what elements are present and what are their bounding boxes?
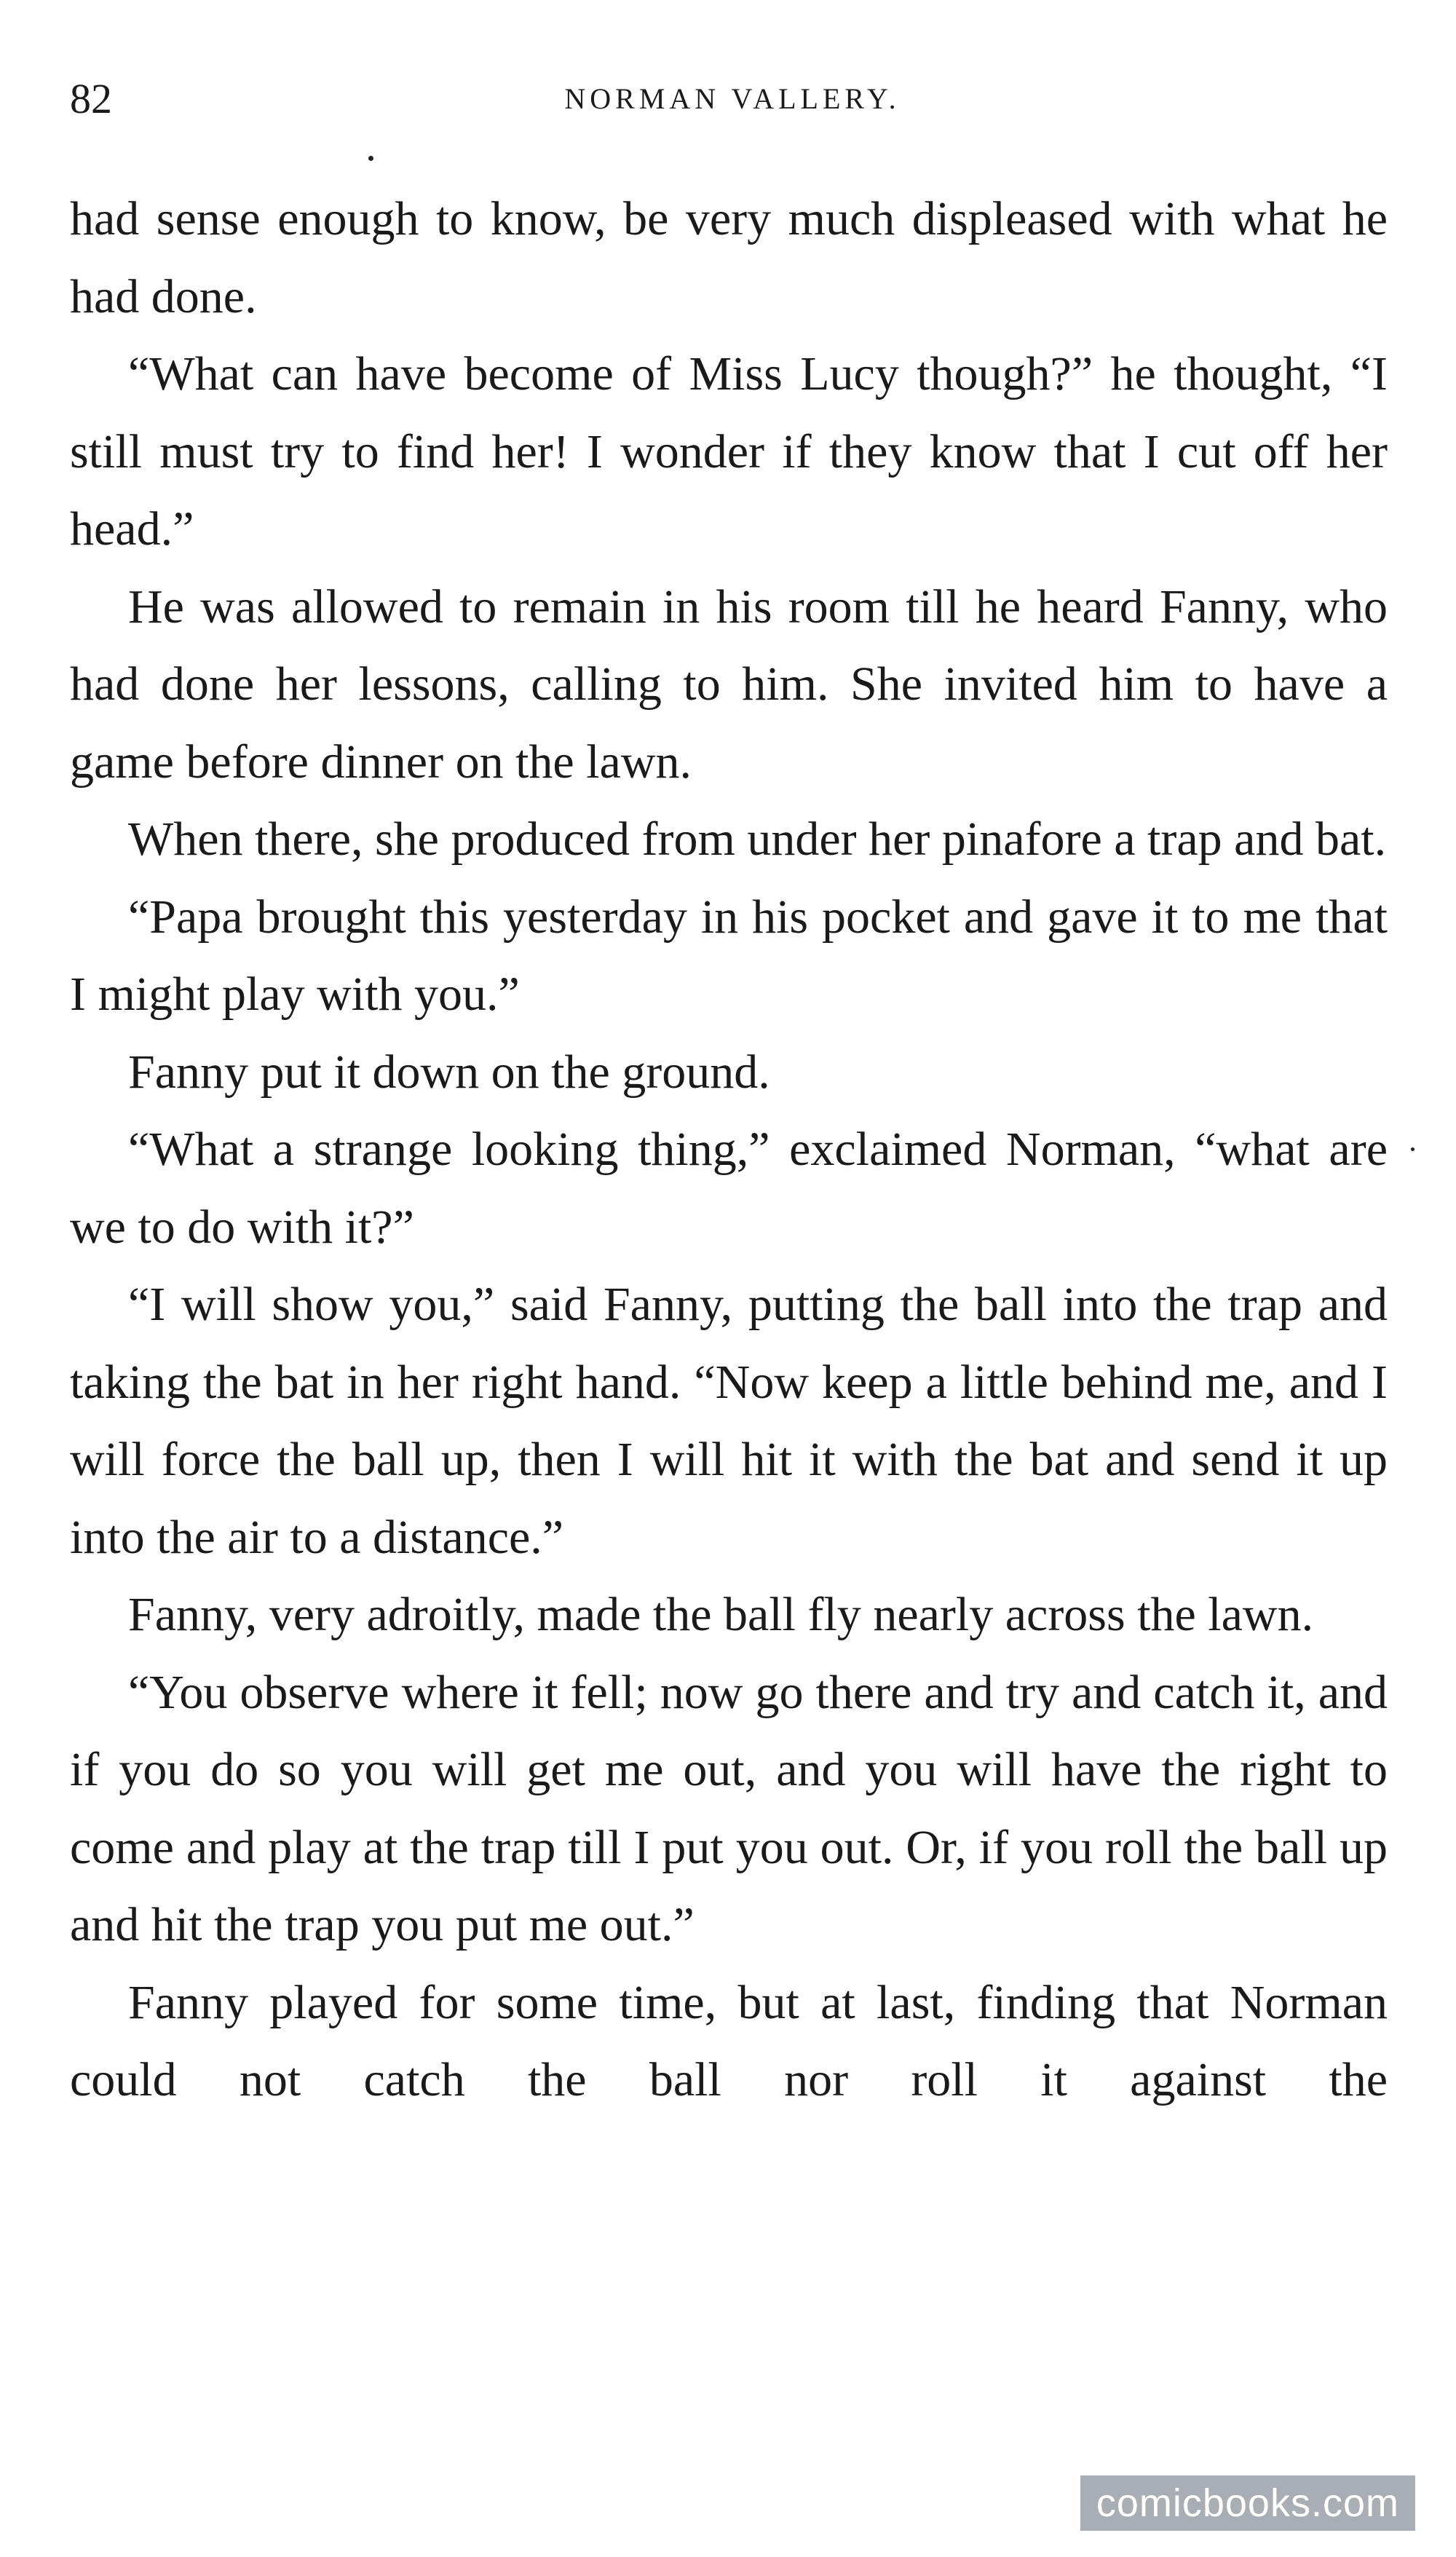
- paragraph: “Papa brought this yesterday in his pocket and gave it to me that I might play with you.”: [70, 890, 1388, 1021]
- paragraph: “What can have become of Miss Lucy though?” he thought, “I still must try to find her! I wonder if they know that I cut off her head.”: [70, 347, 1388, 556]
- print-speck: [368, 156, 373, 161]
- page-header: [70, 70, 1395, 128]
- running-title: NORMAN VALLERY.: [564, 82, 901, 115]
- paragraph: Fanny, very adroitly, made the ball fly nearly across the lawn.: [128, 1588, 1314, 1641]
- paragraph: When there, she produced from under her pinafore a trap and bat.: [128, 813, 1387, 866]
- paragraph: “What a strange looking thing,” exclaimed Norman, “what are we to do with it?”: [70, 1123, 1388, 1254]
- paragraph: He was allowed to remain in his room till he heard Fanny, who had done her lessons, calling to him. She invited him to have a game before dinner on the lawn.: [70, 580, 1388, 789]
- watermark-logo: comicbooks.com: [1080, 2475, 1415, 2531]
- paragraph: “I will show you,” said Fanny, putting the ball into the trap and taking the bat in her right hand. “Now keep a little behind me, and I will force the ball up, then I will hit it with the bat and send it up into the air to a distance.”: [70, 1278, 1388, 1564]
- body-text: [70, 181, 1388, 2119]
- paragraph: “You observe where it fell; now go there and try and catch it, and if you do so you will get me out, and you will have the right to come and play at the trap till I put you out. Or, if you roll the ball up and hit the trap you put me out.”: [70, 1665, 1388, 1951]
- paragraph: Fanny played for some time, but at last, finding that Norman could not catch the ball nor roll it against the: [70, 1975, 1388, 2106]
- page-number: 82: [70, 75, 112, 122]
- print-speck: [1411, 1147, 1415, 1151]
- paragraph: Fanny put it down on the ground.: [128, 1045, 770, 1099]
- paragraph: had sense enough to know, be very much displeased with what he had done.: [70, 192, 1388, 323]
